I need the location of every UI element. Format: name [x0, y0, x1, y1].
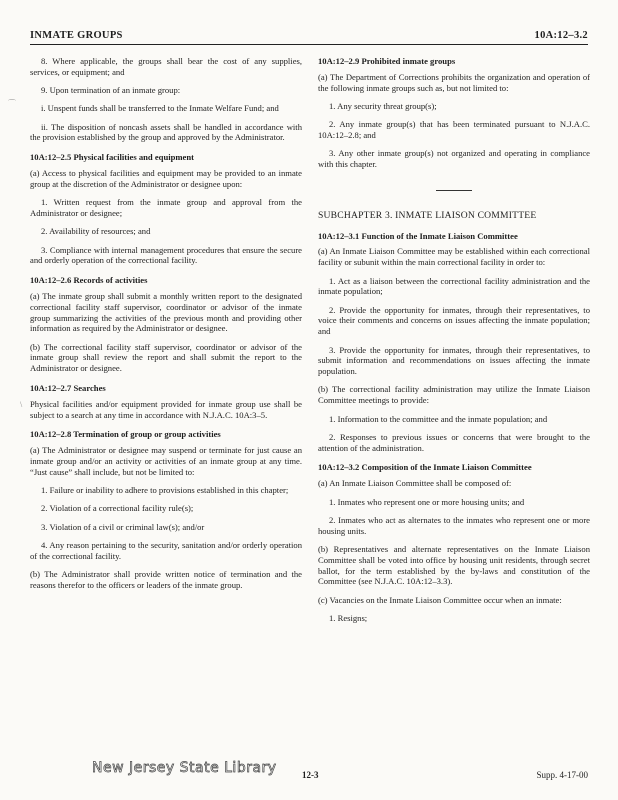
left-column	[30, 56, 302, 598]
scan-mark: \	[20, 400, 23, 409]
paragraph: ii. The disposition of noncash assets shall be handled in accordance with the provision established by the group and approved by the Administrator.	[30, 121, 302, 143]
paragraph: (b) The Administrator shall provide written notice of termination and the reasons therefor to the officers or leaders of the inmate group.	[30, 569, 302, 590]
paragraph: (c) Vacancies on the Inmate Liaison Committee occur when an inmate:	[318, 594, 562, 605]
paragraph: (a) Access to physical facilities and equipment may be provided to an inmate group at the discretion of the Administrator or designee upon:	[30, 168, 302, 189]
paragraph: (a) An Inmate Liaison Committee may be established within each correctional facility or subunit within the main correctional facility in order to:	[318, 246, 590, 268]
paragraph: 2. Availability of resources; and	[41, 226, 151, 237]
section-divider	[436, 190, 472, 191]
paragraph: 2. Any inmate group(s) that has been terminated pursuant to N.J.A.C. 10A:12–2.8; and	[318, 119, 590, 140]
paragraph: Physical facilities and/or equipment provided for inmate group use shall be subject to a search at any time in accordance with N.J.A.C. 10A:3–5.	[30, 398, 302, 420]
section-heading: 10A:12–2.7 Searches	[30, 383, 106, 394]
paragraph: (a) The Department of Corrections prohibits the organization and operation of the following inmate groups such as, but not limited to:	[318, 71, 590, 93]
paragraph: 2. Provide the opportunity for inmates, through their representatives, to voice their comments and concerns on issues affecting the inmate population; and	[318, 304, 590, 337]
right-column	[318, 56, 590, 631]
paragraph: 1. Act as a liaison between the correctional facility administration and the inmate population;	[318, 275, 590, 297]
paragraph: 1. Resigns;	[329, 612, 368, 623]
paragraph: (a) The Administrator or designee may suspend or terminate for just cause an inmate group and/or an activity or activities of an inmate group at any time. “Just cause” shall include, but not be limited to:	[30, 445, 302, 477]
section-heading: 10A:12–2.8 Termination of group or group activities	[30, 429, 221, 440]
paragraph: 3. Any other inmate group(s) not organized and operating in compliance with this chapter.	[318, 148, 590, 170]
paragraph: (a) The inmate group shall submit a monthly written report to the designated correctional facility staff supervisor, coordinator or advisor of the inmate group summarizing the activities of the previous month and providing other information as required by the Administrator or designee.	[30, 290, 302, 334]
page-footer	[30, 760, 588, 786]
subchapter-heading: SUBCHAPTER 3. INMATE LIAISON COMMITTEE	[318, 209, 537, 221]
paragraph: 1. Any security threat group(s);	[329, 100, 437, 111]
section-heading: 10A:12–3.1 Function of the Inmate Liaison Committee	[318, 230, 518, 241]
section-heading: 10A:12–2.5 Physical facilities and equipment	[30, 152, 194, 163]
section-heading: 10A:12–2.9 Prohibited inmate groups	[318, 56, 456, 66]
paragraph: 1. Written request from the inmate group and approval from the Administrator or designee;	[30, 197, 302, 218]
paragraph: 3. Violation of a civil or criminal law(s); and/or	[41, 521, 205, 532]
scan-mark: ⌒	[8, 99, 16, 108]
paragraph: 3. Provide the opportunity for inmates, through their representatives, to submit information and recommendations on issues affecting the inmate population.	[318, 344, 590, 377]
paragraph: 2. Inmates who act as alternates to the inmates who represent one or more housing units.	[318, 514, 590, 536]
paragraph: 3. Compliance with internal management procedures that ensure the secure and orderly operation of the correctional facility.	[30, 244, 302, 266]
supplement-date: Supp. 4-17-00	[536, 770, 588, 780]
header-title: INMATE GROUPS	[30, 30, 123, 41]
running-header	[30, 28, 588, 45]
paragraph: i. Unspent funds shall be transferred to the Inmate Welfare Fund; and	[41, 103, 279, 114]
paragraph: 1. Failure or inability to adhere to provisions established in this chapter;	[41, 485, 289, 496]
header-section: 10A:12–3.2	[534, 30, 588, 41]
paragraph: 4. Any reason pertaining to the security, sanitation and/or orderly operation of the correctional facility.	[30, 540, 302, 561]
section-heading: 10A:12–3.2 Composition of the Inmate Liaison Committee	[318, 462, 532, 473]
paragraph: (b) The correctional facility staff supervisor, coordinator or advisor of the inmate group shall review the report and shall submit the report to the Administrator or designee.	[30, 341, 302, 374]
paragraph: (b) Representatives and alternate representatives on the Inmate Liaison Committee shall be voted into office by housing unit residents, through secret ballot, for the term established by the by-laws and constitution of the Committee (see N.J.A.C. 10A:12–3.3).	[318, 543, 590, 587]
paragraph: 1. Inmates who represent one or more housing units; and	[329, 496, 525, 507]
paragraph: (b) The correctional facility administration may utilize the Inmate Liaison Committee meetings to provide:	[318, 384, 590, 406]
paragraph: 2. Responses to previous issues or concerns that were brought to the attention of the administration.	[318, 431, 590, 453]
paragraph: 2. Violation of a correctional facility rule(s);	[41, 503, 194, 514]
section-heading: 10A:12–2.6 Records of activities	[30, 275, 148, 286]
paragraph: 8. Where applicable, the groups shall bear the cost of any supplies, services, or equipment; and	[30, 56, 302, 77]
page-number: 12-3	[302, 770, 319, 780]
paragraph: (a) An Inmate Liaison Committee shall be composed of:	[318, 478, 512, 489]
paragraph: 9. Upon termination of an inmate group:	[41, 85, 181, 96]
paragraph: 1. Information to the committee and the inmate population; and	[329, 413, 548, 424]
library-stamp: New Jersey State Library	[92, 760, 277, 776]
